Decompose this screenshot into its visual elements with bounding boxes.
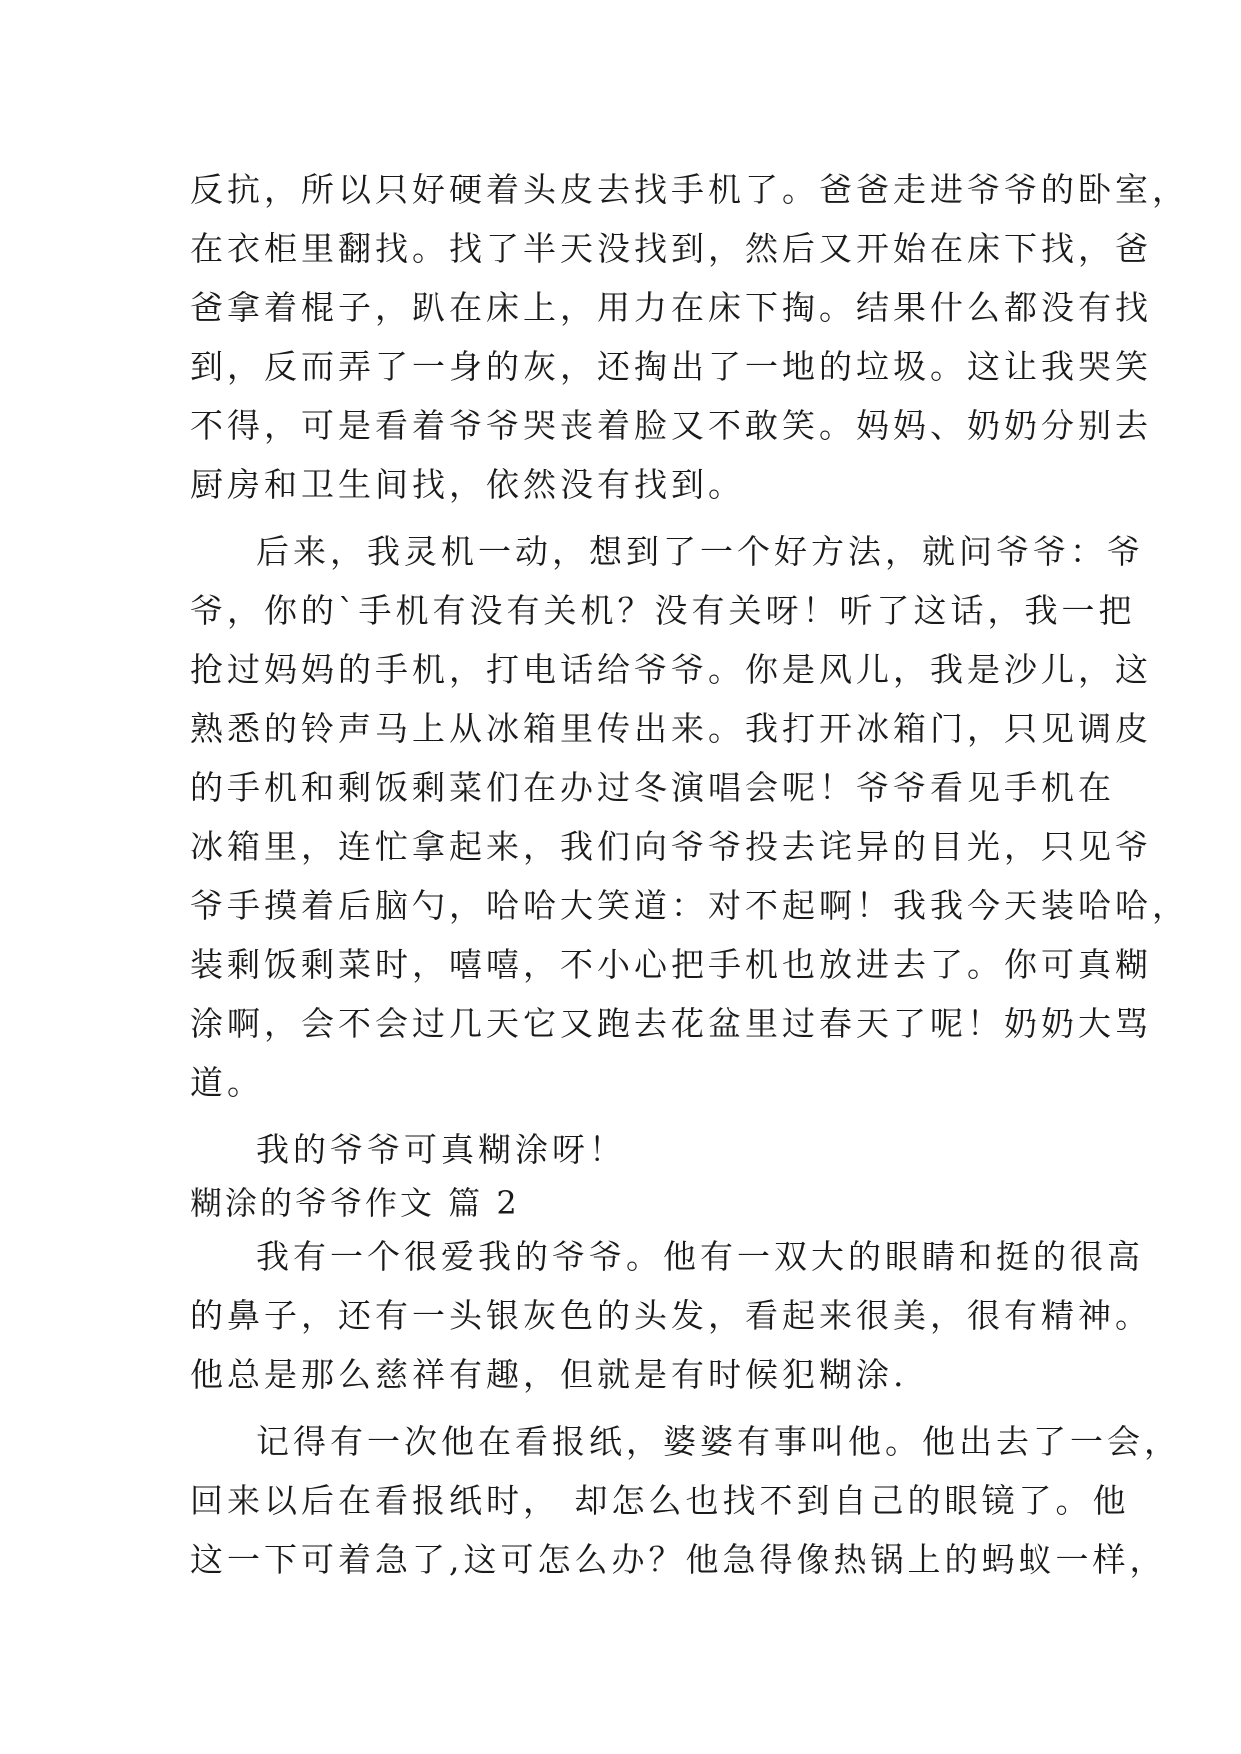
text-line: 他总是那么慈祥有趣，但就是有时候犯糊涂. — [190, 1355, 908, 1394]
text-line: 这一下可着急了,这可怎么办？他急得像热锅上的蚂蚁一样， — [190, 1540, 1167, 1579]
text-line: 装剩饭剩菜时，嘻嘻，不小心把手机也放进去了。你可真糊 — [190, 945, 1152, 984]
text-line: 我的爷爷可真糊涂呀！ — [256, 1130, 626, 1169]
paragraph — [190, 1120, 1060, 1179]
text-line: 抢过妈妈的手机，打电话给爷爷。你是风儿，我是沙儿，这 — [190, 650, 1152, 689]
document-page — [190, 160, 1189, 1589]
text-line: 不得，可是看着爷爷哭丧着脸又不敢笑。妈妈、奶奶分别去 — [190, 406, 1152, 445]
text-line: 到，反而弄了一身的灰，还掏出了一地的垃圾。这让我哭笑 — [190, 347, 1152, 386]
text-line: 在衣柜里翻找。找了半天没找到，然后又开始在床下找，爸 — [190, 229, 1152, 268]
text-line: 爷，你的`手机有没有关机？没有关呀！听了这话，我一把 — [190, 591, 1136, 630]
text-line: 的鼻子，还有一头银灰色的头发，看起来很美，很有精神。 — [190, 1296, 1152, 1335]
text-line: 厨房和卫生间找，依然没有找到。 — [190, 465, 745, 504]
text-line: 记得有一次他在看报纸，婆婆有事叫他。他出去了一会， — [256, 1422, 1181, 1461]
paragraph — [190, 1227, 1152, 1404]
paragraph — [190, 522, 1189, 1112]
text-line: 道。 — [190, 1063, 264, 1102]
text-line: 涂啊，会不会过几天它又跑去花盆里过春天了呢！奶奶大骂 — [190, 1004, 1152, 1043]
text-line: 爸拿着棍子，趴在床上，用力在床下掏。结果什么都没有找 — [190, 288, 1152, 327]
text-line: 爷手摸着后脑勺，哈哈大笑道：对不起啊！我我今天装哈哈， — [190, 886, 1189, 925]
paragraph — [190, 160, 1189, 514]
text-line: 熟悉的铃声马上从冰箱里传出来。我打开冰箱门，只见调皮 — [190, 709, 1152, 748]
text-line: 反抗，所以只好硬着头皮去找手机了。爸爸走进爷爷的卧室， — [190, 170, 1189, 209]
section-heading: 糊涂的爷爷作文 篇 2 — [190, 1184, 520, 1222]
text-line: 回来以后在看报纸时， 却怎么也找不到自己的眼镜了。他 — [190, 1481, 1130, 1520]
text-line: 的手机和剩饭剩菜们在办过冬演唱会呢！爷爷看见手机在 — [190, 768, 1115, 807]
paragraph — [190, 1412, 1181, 1589]
text-line: 我有一个很爱我的爷爷。他有一双大的眼睛和挺的很高 — [256, 1237, 1144, 1276]
text-line: 后来，我灵机一动，想到了一个好方法，就问爷爷：爷 — [256, 532, 1144, 571]
text-line: 冰箱里，连忙拿起来，我们向爷爷投去诧异的目光，只见爷 — [190, 827, 1152, 866]
